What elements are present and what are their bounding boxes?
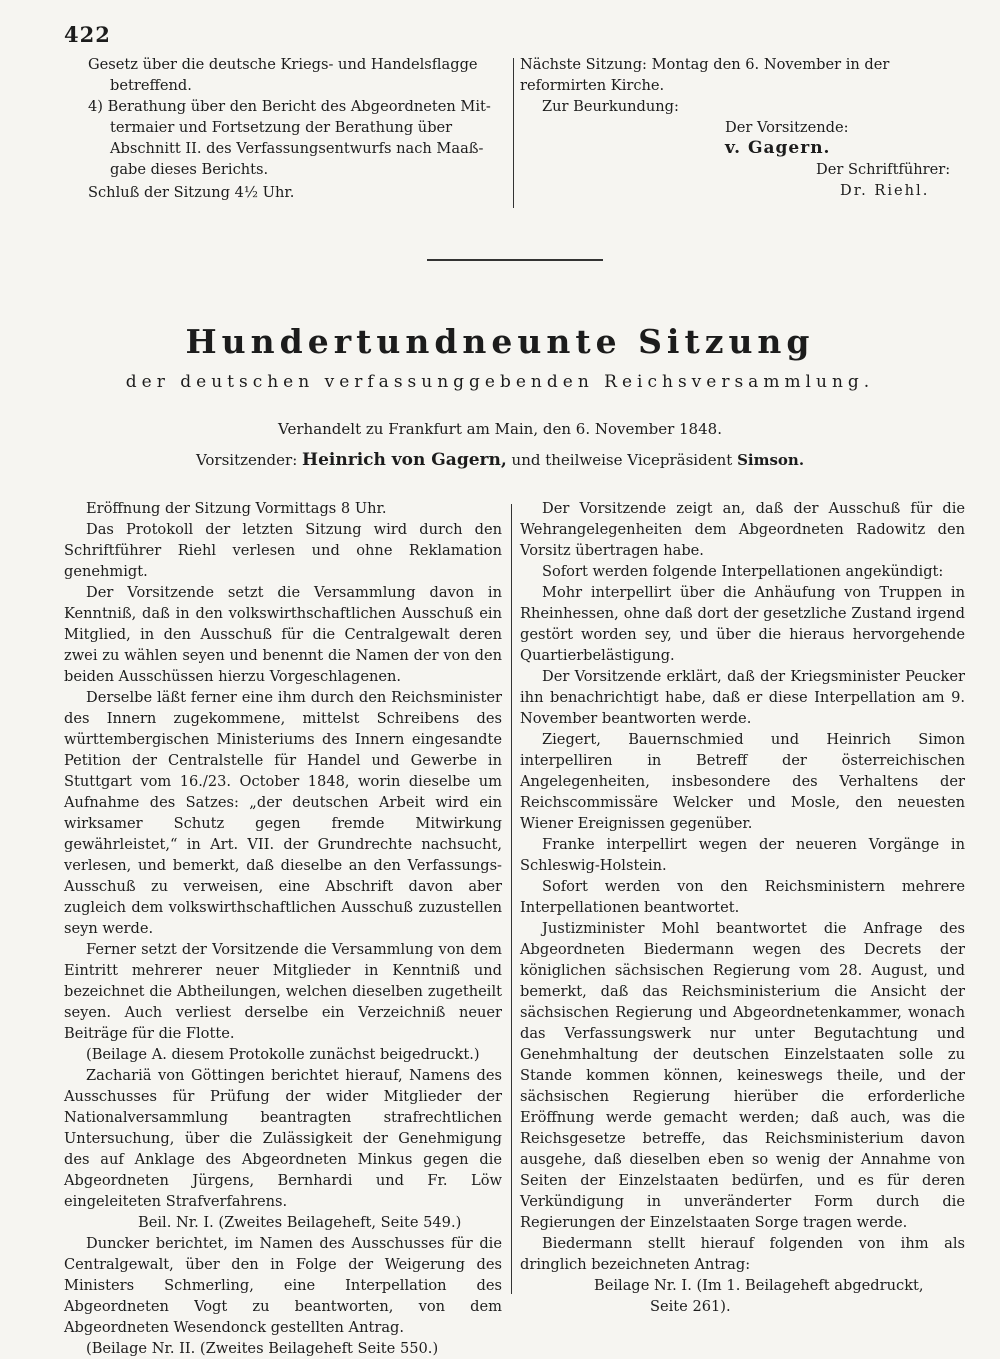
column-divider-body [511, 504, 512, 1294]
chair-rest: und theilweise Vicepräsident [511, 451, 733, 469]
signature-name: Dr. Riehl. [840, 182, 930, 199]
paragraph: Ziegert, Bauernschmied und Heinrich Simon interpelliren in Betreff der österreichischen Angelegenheiten, insbesondere des Verhaltens der Reichscommissäre Welcker und Mosle, den neuesten Wiener Ereignissen gegenüber. [520, 731, 965, 832]
text-line: Nächste Sitzung: Montag den 6. November in der [520, 56, 890, 73]
text-line: 4) Berathung über den Bericht des Abgeordneten Mit- [88, 98, 491, 115]
paragraph: Sofort werden folgende Interpellationen angekündigt: [542, 563, 944, 580]
place-date: Verhandelt zu Frankfurt am Main, den 6. November 1848. [278, 420, 722, 438]
text-line: Gesetz über die deutsche Kriegs- und Handelsflagge [88, 56, 478, 73]
text-line: Zur Beurkundung: [542, 98, 679, 115]
vice-name: Simson. [737, 451, 805, 469]
closing-line: Schluß der Sitzung 4½ Uhr. [88, 184, 295, 201]
signature-label: Der Vorsitzende: [725, 119, 849, 136]
signature-name: v. Gagern. [725, 138, 831, 158]
paragraph: Duncker berichtet, im Namen des Ausschusses für die Centralgewalt, über den in Folge der Weigerung des Ministers Schmerling, eine Interpellation des Abgeordneten Vogt zu beantworten, von dem Abgeordneten Wesendonck gestellten Antrag. [64, 1235, 502, 1336]
paragraph: Der Vorsitzende setzt die Versammlung davon in Kenntniß, daß in den volkswirthschaftlichen Ausschuß ein Mitglied, in den Ausschuß für die Centralgewalt deren zwei zu wählen seyen und benennt die Namen der von den beiden Ausschüssen hierzu Vorgeschlagenen. [64, 584, 502, 685]
body-right-column [520, 498, 965, 1317]
text-line: betreffend. [110, 77, 192, 94]
paragraph: Sofort werden von den Reichsministern mehrere Interpellationen beantwortet. [520, 878, 965, 916]
paragraph: Derselbe läßt ferner eine ihm durch den Reichsminister des Innern zugekommene, mittelst Schreibens des württembergischen Ministeriums des Innern eingesandte Petition der Centralstelle für Handel und Gewerbe in Stuttgart vom 16./23. October 1848, worin dieselbe um Aufnahme des Satzes: „der deutschen Arbeit wird ein wirksamer Schutz gegen fremde Mitwirkung gewährleistet,“ in Art. VII. der Grundrechte nachsucht, verlesen, und bemerkt, daß dieselbe an den Verfassungs-Ausschuß zu verweisen, eine Abschrift davon aber zugleich dem volkswirthschaftlichen Ausschuß zuzustellen seyn werde. [64, 689, 502, 937]
paragraph: Beilage Nr. I. (Im 1. Beilageheft abgedruckt, [594, 1277, 924, 1294]
page-number: 422 [64, 22, 111, 47]
section-divider [427, 259, 603, 261]
top-left-column [88, 54, 506, 203]
paragraph: Mohr interpellirt über die Anhäufung von Truppen in Rheinhessen, ohne daß dort der gesetzliche Zustand irgend gestört worden sey, und über die hieraus hervorgehende Quartierbelästigung. [520, 584, 965, 664]
paragraph: Eröffnung der Sitzung Vormittags 8 Uhr. [86, 500, 387, 517]
top-right-column [520, 54, 965, 201]
paragraph: Biedermann stellt hierauf folgenden von ihm als dringlich bezeichneten Antrag: [520, 1235, 965, 1273]
body-left-column [64, 498, 502, 1359]
text-line: gabe dieses Berichts. [110, 161, 269, 178]
paragraph: (Beilage A. diesem Protokolle zunächst beigedruckt.) [86, 1046, 480, 1063]
text-line: termaier und Fortsetzung der Berathung über [110, 119, 453, 136]
paragraph: Seite 261). [650, 1298, 731, 1315]
paragraph: Zachariä von Göttingen berichtet hierauf, Namens des Ausschusses für Prüfung der wider Mitglieder der Nationalversammlung beantragten strafrechtlichen Untersuchung, über die Zulässigkeit der Genehmigung des auf Anklage des Abgeordneten Minkus gegen die Abgeordneten Jürgens, Bernhardi und Fr. Löw eingeleiteten Strafverfahrens. [64, 1067, 502, 1210]
paragraph: Der Vorsitzende erklärt, daß der Kriegsminister Peucker ihn benachrichtigt habe, daß er diese Interpellation am 9. November beantworten werde. [520, 668, 965, 727]
session-subtitle: der deutschen verfassunggebenden Reichsversammlung. [125, 372, 875, 392]
column-divider-top [513, 58, 514, 208]
signature-label: Der Schriftführer: [816, 161, 951, 178]
paragraph: (Beilage Nr. II. (Zweites Beilageheft Seite 550.) [86, 1340, 439, 1357]
paragraph: Justizminister Mohl beantwortet die Anfrage des Abgeordneten Biedermann wegen des Decrets der königlichen sächsischen Regierung vom 28. August, und bemerkt, daß das Reichsministerium die Ansicht der sächsischen Regierung und Abgeordnetenkammer, wonach das Verfassungswerk nur unter Begutachtung und Genehmhaltung der deutschen Einzelstaaten solle zu Stande kommen können, keineswegs theile, und der sächsischen Regierung hierüber die erforderliche Eröffnung werde gemacht werden; daß auch, was die Reichsgesetze betreffe, das Reichsministerium davon ausgehe, daß dieselben eben so wenig der Annahme von Seiten der Einzelstaaten bedürfen, und es für deren Verkündigung in unveränderter Form durch die Regierungen der Einzelstaaten Sorge tragen werde. [520, 920, 965, 1231]
text-line: Abschnitt II. des Verfassungsentwurfs nach Maaß- [110, 140, 484, 157]
paragraph: Beil. Nr. I. (Zweites Beilageheft, Seite 549.) [138, 1214, 462, 1231]
paragraph: Franke interpellirt wegen der neueren Vorgänge in Schleswig-Holstein. [520, 836, 965, 874]
paragraph: Der Vorsitzende zeigt an, daß der Ausschuß für die Wehrangelegenheiten dem Abgeordneten Radowitz den Vorsitz übertragen habe. [520, 500, 965, 559]
chair-label: Vorsitzender: [195, 451, 298, 469]
paragraph: Ferner setzt der Vorsitzende die Versammlung von dem Eintritt mehrerer neuer Mitglieder in Kenntniß und bezeichnet die Abtheilungen, welchen dieselben zugetheilt seyen. Auch verliest derselbe ein Verzeichniß neuer Beiträge für die Flotte. [64, 941, 502, 1042]
text-line: reformirten Kirche. [520, 77, 665, 94]
session-title: Hundertundneunte Sitzung [185, 322, 815, 361]
chair-line [0, 450, 1000, 470]
chair-name: Heinrich von Gagern, [302, 450, 507, 470]
paragraph: Das Protokoll der letzten Sitzung wird durch den Schriftführer Riehl verlesen und ohne Reklamation genehmigt. [64, 521, 502, 580]
